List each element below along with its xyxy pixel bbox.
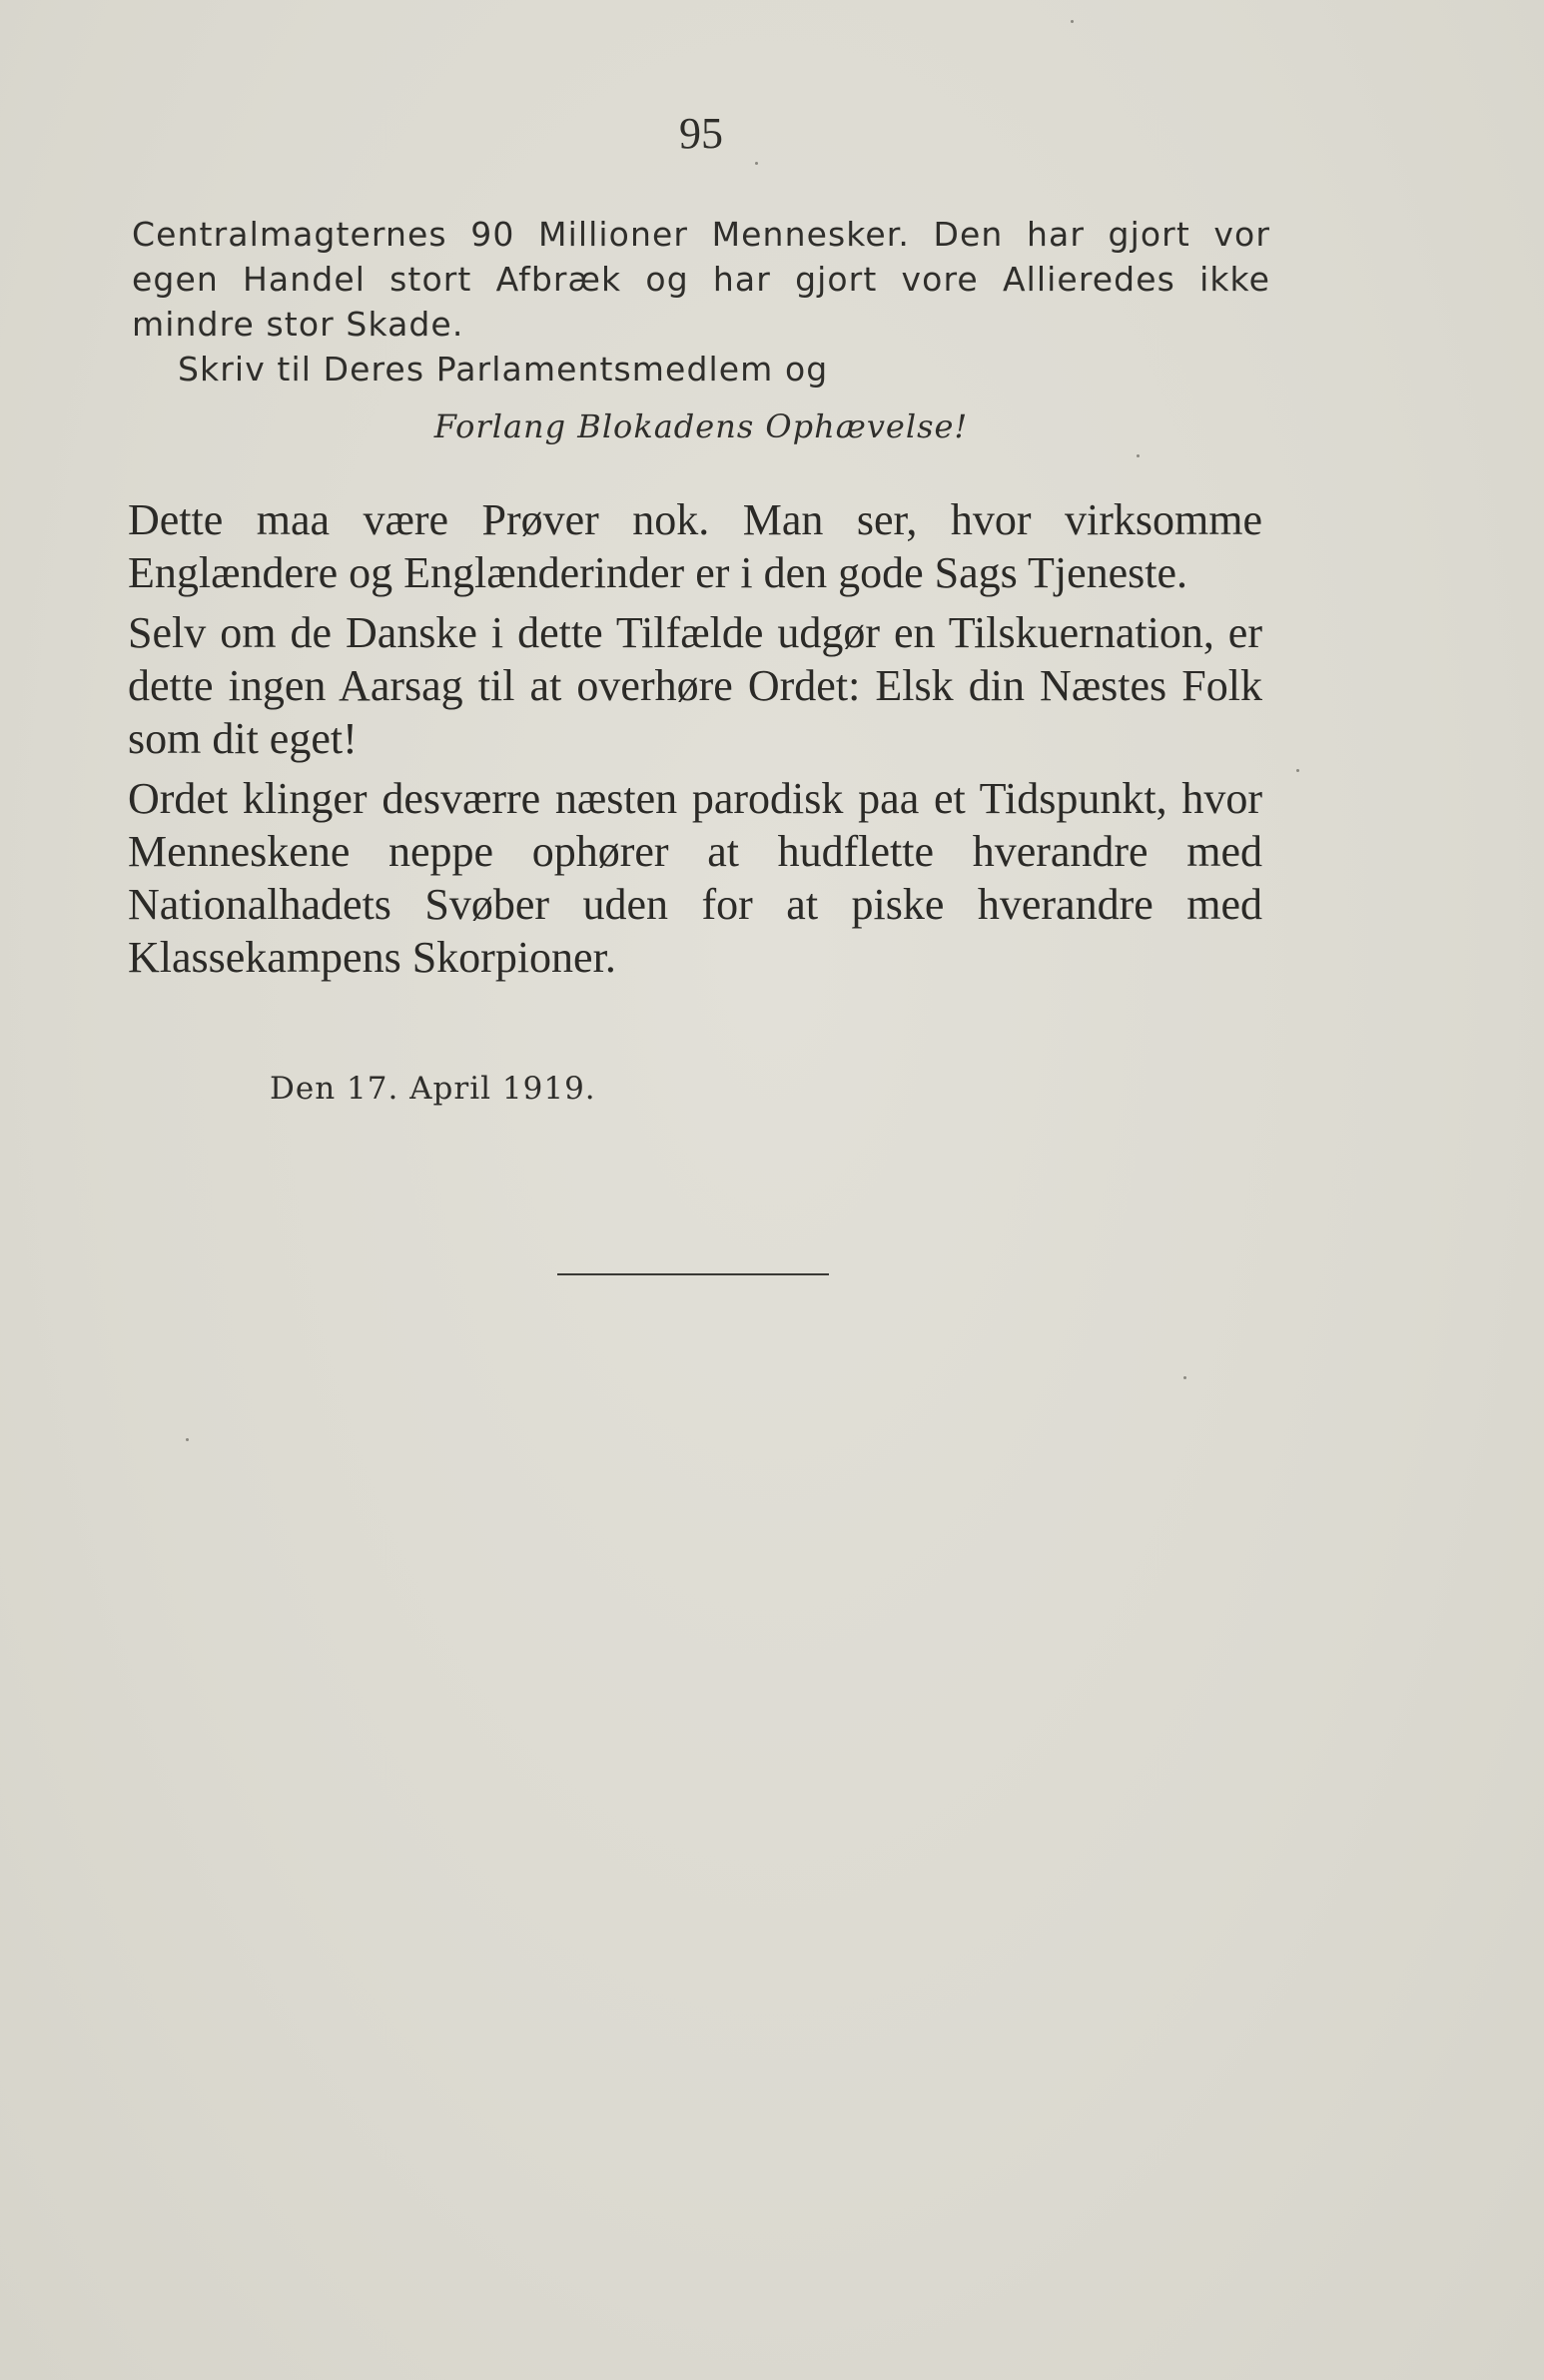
- paragraph-proofs: Dette maa være Prøver nok. Man ser, hvor virksomme Englændere og Englænderinder er i den gode Sags Tjeneste.: [128, 495, 1262, 597]
- paragraph-write-to-mp: Skriv til Deres Parlamentsmedlem og: [178, 350, 829, 389]
- paragraph-spectator-nation: Selv om de Danske i dette Tilfælde udgør en Tilskuernation, er dette ingen Aarsag til at overhøre Ordet: Elsk din Næstes Folk som dit eget!: [128, 608, 1262, 763]
- paper-speck: [1183, 1376, 1186, 1379]
- demand-line: Forlang Blokadens Ophævelse!: [433, 407, 969, 445]
- small-print-section: [132, 212, 1270, 392]
- main-text-section: [128, 493, 1262, 991]
- paper-speck: [1137, 454, 1140, 457]
- paragraph-blockade-effects: Centralmagternes 90 Millioner Mennesker. Den har gjort vor egen Handel stort Afbræk og har gjort vore Allieredes ikke mindre stor Skade.: [132, 215, 1270, 344]
- paragraph-parodic-word: Ordet klinger desværre næsten parodisk paa et Tidspunkt, hvor Menneskene neppe ophører at hudflette hverandre med Nationalhadets Svøber uden for at piske hverandre med Klassekampens Skorpioner.: [128, 774, 1262, 982]
- page-number: 95: [679, 109, 723, 158]
- paper-speck: [755, 162, 758, 165]
- closing-rule: [557, 1273, 829, 1275]
- paper-speck: [1071, 20, 1074, 23]
- paper-speck: [1296, 769, 1299, 772]
- paper-speck: [186, 1438, 189, 1441]
- date-line: Den 17. April 1919.: [270, 1071, 596, 1107]
